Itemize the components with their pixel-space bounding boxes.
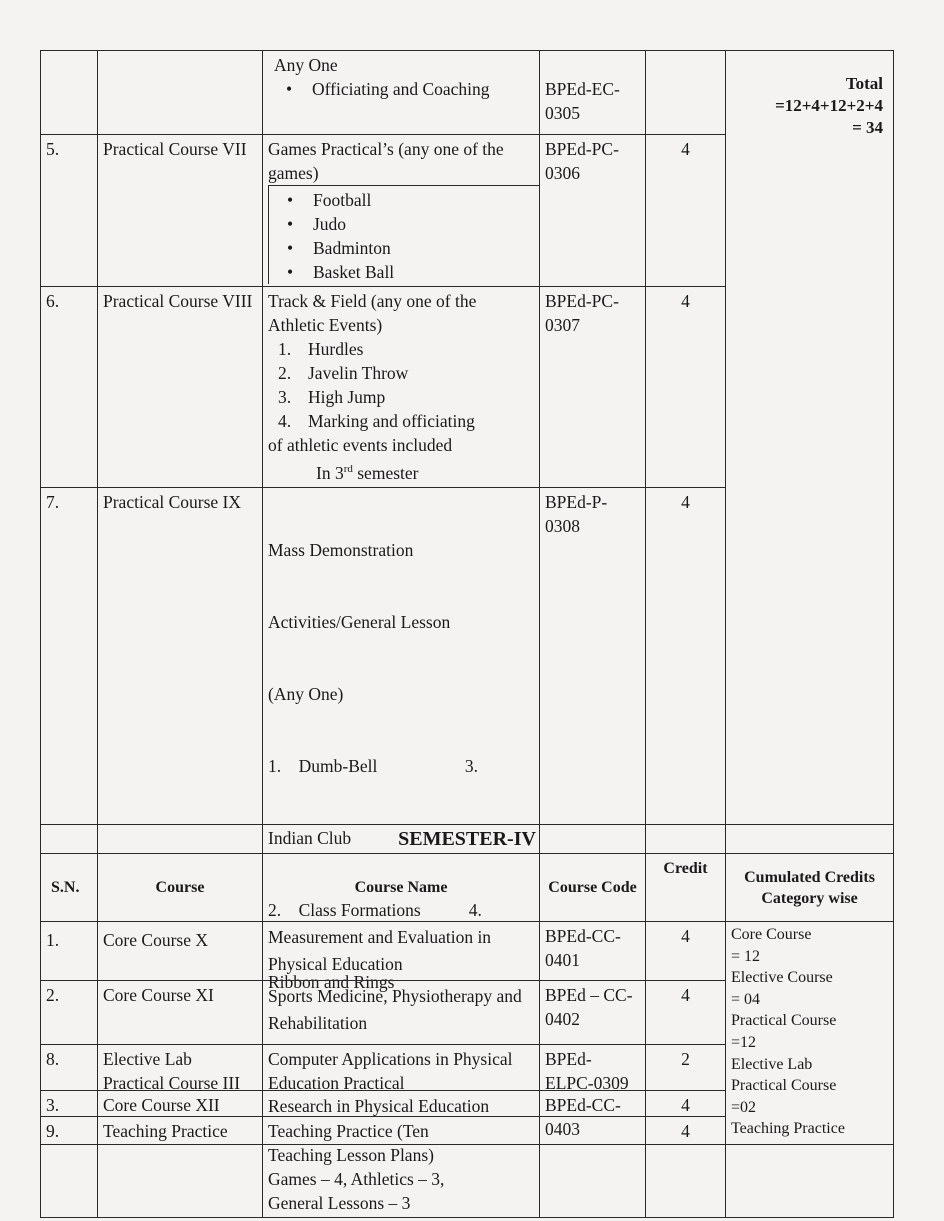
- course-name-cell: Teaching Practice (Ten Teaching Lesson Plans) Games – 4, Athletics – 3, General Lessons – 3: [263, 1116, 540, 1217]
- course-name-cell: Research in Physical Education: [263, 1091, 540, 1145]
- credit-cell: 2: [646, 1044, 726, 1116]
- header-credit: Credit: [646, 854, 726, 922]
- course-code-cell: BPEd-CC-0403: [540, 1091, 646, 1145]
- sn-cell: 1.: [41, 922, 98, 981]
- any-one-label: Any One: [274, 55, 338, 75]
- tail-text: of athletic events included: [268, 435, 453, 455]
- course-cell: Practical Course VIII: [98, 287, 263, 488]
- list-item: • Basket Ball: [287, 260, 539, 284]
- list-item: 4. Marking and officiating: [278, 411, 475, 431]
- course-code-cell: BPEd-ELPC-0309: [540, 1044, 646, 1116]
- sn-cell: 2.: [41, 981, 98, 1091]
- bullet-list: [268, 77, 534, 101]
- course-cell: Core Course X: [98, 922, 263, 981]
- sn-cell: [41, 51, 98, 135]
- semester-4-table: [40, 824, 894, 1145]
- table-row: [41, 922, 894, 981]
- total-label: Total: [845, 74, 883, 93]
- sn-cell: 6.: [41, 287, 98, 488]
- list-item: 3. High Jump: [278, 387, 386, 407]
- games-heading: Games Practical’s (any one of the games): [268, 139, 504, 183]
- list-item: • Badminton: [287, 236, 539, 260]
- credit-cell: 4: [646, 981, 726, 1091]
- total-formula: =12+4+12+2+4: [775, 96, 883, 115]
- sn-cell: 7.: [41, 487, 98, 1044]
- sn-cell: 3.: [41, 1091, 98, 1145]
- course-cell: Practical Course IX: [98, 487, 263, 1044]
- course-code-cell: BPEd-PC-0306: [540, 135, 646, 287]
- credit-cell: 4: [646, 487, 726, 1044]
- credit-cell: 4: [646, 135, 726, 287]
- header-row: [41, 854, 894, 922]
- course-cell: Teaching Practice: [98, 1116, 263, 1217]
- list-item: • Officiating and Coaching: [286, 77, 534, 101]
- course-cell: Practical Course VII: [98, 135, 263, 287]
- cumulated-cell: Core Course = 12 Elective Course = 04 Practical Course =12 Elective Lab Practical Course =02 Teaching Practice: [726, 922, 894, 1145]
- credit-cell: [646, 51, 726, 135]
- list-item: 2. Javelin Throw: [278, 363, 409, 383]
- course-code-cell: BPEd – CC-0402: [540, 981, 646, 1091]
- credit-cell: 4: [646, 1091, 726, 1145]
- semester-title-row: [41, 825, 894, 854]
- numbered-list: [268, 337, 534, 433]
- credit-cell: 4: [646, 922, 726, 981]
- list-item: • Judo: [287, 212, 539, 236]
- course-cell: Elective Lab Practical Course III: [98, 1044, 263, 1116]
- header-cumulated: Cumulated Credits Category wise: [726, 854, 894, 922]
- header-sn: S.N.: [41, 854, 98, 922]
- course-name-cell: [263, 135, 540, 287]
- course-code-cell: BPEd-EC-0305: [540, 51, 646, 135]
- credit-cell: 4: [646, 287, 726, 488]
- course-name-cell: Mass Demonstration Activities/General Lesson (Any One) 1. Dumb-Bell 3. Indian Club 2. Class Formations 4. Ribbon and Rings: [263, 487, 540, 1044]
- table-row: [41, 51, 894, 135]
- course-code-cell: BPEd-PC-0307: [540, 287, 646, 488]
- list-item: 1. Hurdles: [278, 339, 364, 359]
- course-code-cell: BPEd-P-0308: [540, 487, 646, 1044]
- total-value: = 34: [852, 118, 883, 137]
- course-name-cell: Sports Medicine, Physiotherapy and Rehabilitation: [263, 981, 540, 1091]
- semester-note: In 3rd semester: [316, 462, 419, 483]
- bullet-list: [268, 185, 539, 284]
- course-cell: [98, 51, 263, 135]
- header-course-code: Course Code: [540, 854, 646, 922]
- course-name-cell: Computer Applications in Physical Education Practical: [263, 1044, 540, 1116]
- header-course: Course: [98, 854, 263, 922]
- credit-cell: 4: [646, 1116, 726, 1217]
- course-code-cell: BPEd-CC-0401: [540, 922, 646, 981]
- course-name-cell: Measurement and Evaluation in Physical Education: [263, 922, 540, 981]
- list-item: • Football: [287, 188, 539, 212]
- course-name-cell: [263, 287, 540, 488]
- sn-cell: 5.: [41, 135, 98, 287]
- track-field-heading: Track & Field (any one of the Athletic Events): [268, 291, 477, 335]
- course-cell: Core Course XII: [98, 1091, 263, 1145]
- course-name-cell: [263, 51, 540, 135]
- header-course-name: Course Name: [263, 854, 540, 922]
- course-cell: Core Course XI: [98, 981, 263, 1091]
- sn-cell: 9.: [41, 1116, 98, 1217]
- sn-cell: 8.: [41, 1044, 98, 1116]
- semester-title: SEMESTER-IV: [41, 825, 894, 854]
